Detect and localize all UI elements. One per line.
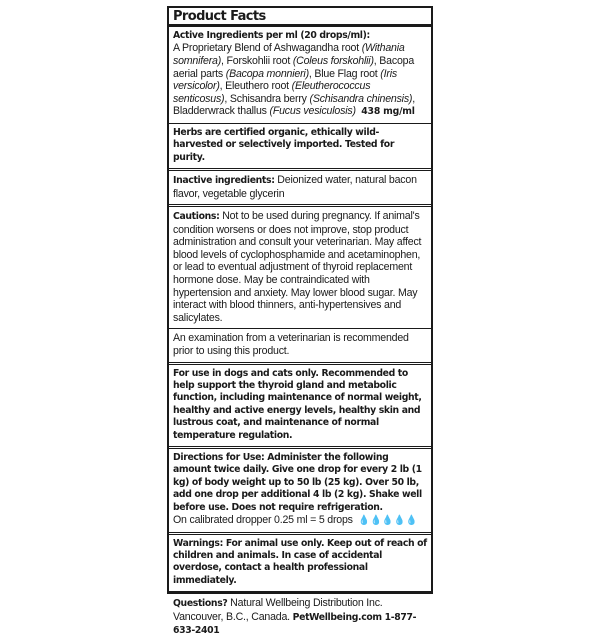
active-amount: 438 mg/ml <box>361 106 415 118</box>
cautions-text: Not to be used during pregnancy. If animal's condition worsens or does not improve, stop product administration and consult your veterinarian. May affect blood levels of cyclophosphamide and acetaminophen, or lead to eventual adjustment of thyroid replacement hormone dose. May be contraindicated with hypertension and anxiety. May lower blood sugar. May interact with blood thinners, anti-hypertensives and salicylates. <box>173 210 422 324</box>
herbs-note: Herbs are certified organic, ethically wild-harvested or selectively imported. Tested for purity. <box>173 126 395 163</box>
latin-name: (Fucus vesiculosis) <box>269 105 356 118</box>
questions-label: Questions? <box>173 598 228 610</box>
latin-name: (Eleutherococcus senticosus) <box>173 80 371 105</box>
cautions-label: Cautions: <box>173 211 220 223</box>
title-bar <box>169 8 431 27</box>
ingredient-name: , Eleuthero root <box>219 80 292 93</box>
ingredient-name: , Blue Flag root <box>308 67 381 80</box>
inactive-text: Deionized water, natural bacon flavor, vegetable glycerin <box>173 174 417 200</box>
warnings-text: Warnings: For animal use only. Keep out of reach of children and animals. In case of accidental overdose, contact a health professional immediately. <box>173 537 427 586</box>
use-section <box>173 365 427 446</box>
ingredient-name: , Bladderwrack thallus <box>173 92 416 118</box>
ingredient-name: A Proprietary Blend of Ashwagandha root <box>173 42 362 55</box>
directions-section <box>173 449 427 532</box>
inactive-label: Inactive ingredients: <box>173 175 275 187</box>
warnings-section <box>173 535 427 592</box>
panel-title: Product Facts <box>173 9 266 24</box>
ingredient-name: , Forskohlii root <box>221 55 293 67</box>
phone-number[interactable]: 1-877-633-2401 <box>173 611 417 637</box>
latin-name: (Withania somnifera) <box>173 42 405 67</box>
active-ingredients-section <box>173 27 427 123</box>
inactive-section <box>173 171 427 204</box>
use-note: For use in dogs and cats only. Recommended to help support the thyroid gland and metabolic function, including maintenance of normal weight, healthy and active energy levels, healthy skin and lustrous coat, and maintenance of normal temperature regulation. <box>173 367 422 441</box>
directions-text: Directions for Use: Administer the following amount twice daily. Give one drop for every 2 lb (1 kg) of body weight up to 50 lb (25 kg). Over 50 lb, add one drop per additional 4 lb (2 kg). Shake well before use. Does not require refrigeration. <box>173 451 422 513</box>
active-ingredients-heading: Active Ingredients per ml (20 drops/ml): <box>173 30 370 41</box>
questions-company: Natural Wellbeing Distribution Inc. Vancouver, B.C., Canada. <box>173 597 383 623</box>
ingredient-name: , Schisandra berry <box>224 92 310 105</box>
dropper-line <box>173 514 427 528</box>
product-facts-panel <box>167 6 433 637</box>
latin-name: (Iris versicolor) <box>173 67 397 93</box>
latin-name: (Schisandra chinensis) <box>309 92 413 105</box>
ingredient-name: , Bacopa aerial parts <box>173 55 415 80</box>
dropper-text: On calibrated dropper 0.25 ml = 5 drops <box>173 514 353 526</box>
latin-name: (Bacopa monnieri) <box>225 67 309 80</box>
exam-section <box>173 329 427 361</box>
water-drops-icon: 💧💧💧💧💧 <box>358 515 418 526</box>
latin-name: (Coleus forskohlii) <box>292 55 374 67</box>
cautions-section <box>173 207 427 328</box>
exam-note: An examination from a veterinarian is recommended prior to using this product. <box>173 332 409 357</box>
website-link[interactable]: PetWellbeing.com <box>292 611 382 623</box>
active-ingredients-text <box>173 42 427 119</box>
questions-section <box>173 594 427 641</box>
herbs-section <box>173 124 427 168</box>
